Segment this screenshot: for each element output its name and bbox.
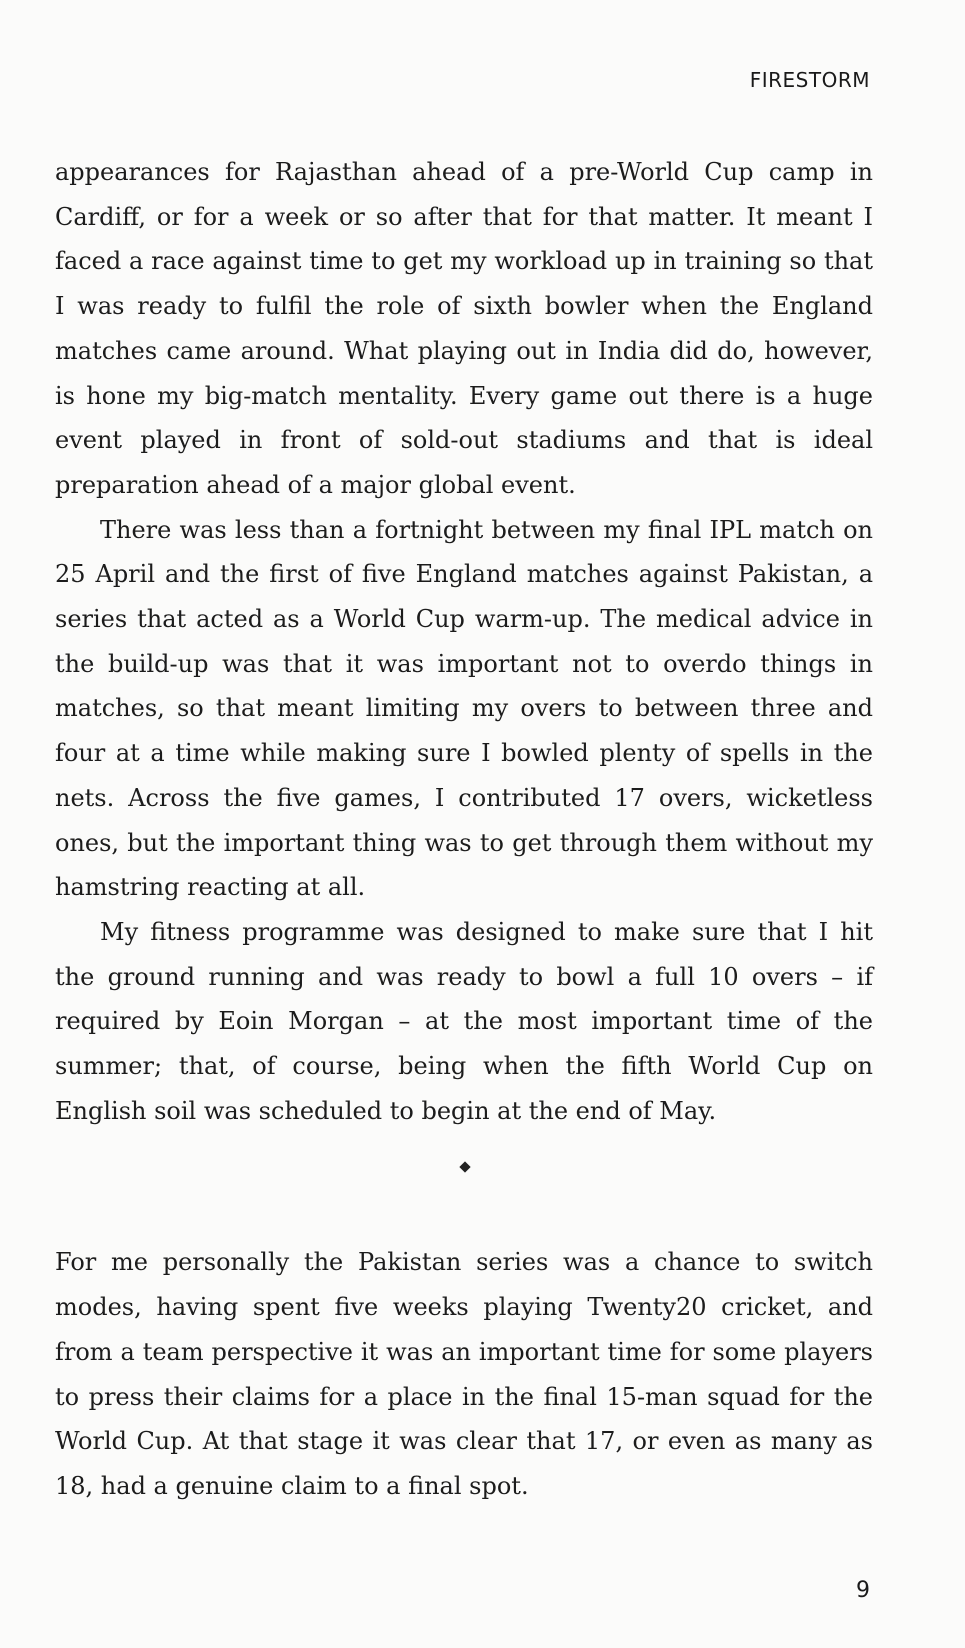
paragraph-continued: appearances for Rajasthan ahead of a pre-World Cup camp in Cardiff, or for a week or so after that for that matter. It meant I faced a race against time to get my workload up in training so that I was ready to fulfil the role of sixth bowler when the England matches came around. What playing out in India did do, however, is hone my big-match mentality. Every game out there is a huge event played in front of sold-out stadiums and that is ideal preparation ahead of a major global event. <box>55 158 873 499</box>
paragraph-section-start: For me personally the Pakistan series was a chance to switch modes, having spent five weeks playing Twenty20 cricket, and from a team perspective it was an important time for some players to press their claims for a place in the final 15-man squad for the World Cup. At that stage it was clear that 17, or even as many as 18, had a genuine claim to a final spot. <box>55 1248 873 1500</box>
paragraph: There was less than a fortnight between my final IPL match on 25 April and the first of five England matches against Pakistan, a series that acted as a World Cup warm-up. The medical advice in the build-up was that it was important not to overdo things in matches, so that meant limiting my overs to between three and four at a time while making sure I bowled plenty of spells in the nets. Across the five games, I contributed 17 overs, wicketless ones, but the important thing was to get through them without my hamstring reacting at all. <box>55 515 873 902</box>
body-text <box>55 150 873 1509</box>
section-break <box>55 1133 873 1240</box>
paragraph: My fitness programme was designed to make sure that I hit the ground running and was ready to bowl a full 10 overs – if required by Eoin Morgan – at the most important time of the summer; that, of course, being when the fifth World Cup on English soil was scheduled to begin at the end of May. <box>55 917 873 1125</box>
page-number: 9 <box>856 1578 870 1603</box>
running-head: FIRESTORM <box>749 68 870 92</box>
section-break-ornament <box>459 1162 470 1173</box>
